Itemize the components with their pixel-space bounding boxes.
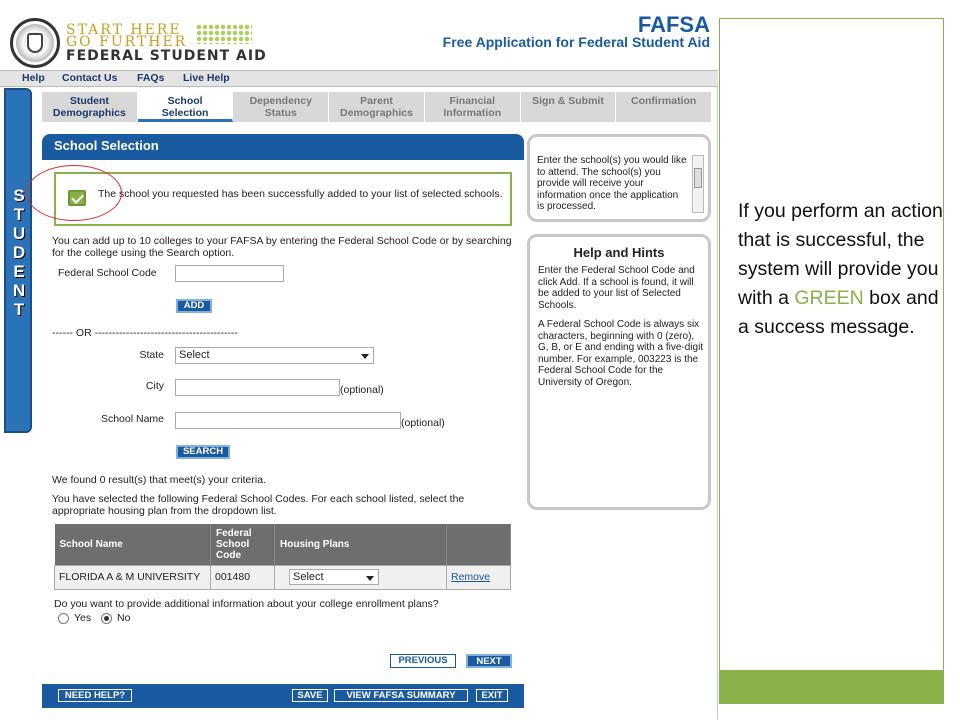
state-label: State xyxy=(139,349,164,361)
step-financial-information[interactable]: Financial Information xyxy=(425,92,521,122)
sidebar-letter: N xyxy=(12,281,26,300)
results-text: We found 0 result(s) that meet(s) your criteria. xyxy=(52,474,266,486)
panel-scrollbar[interactable] xyxy=(692,155,704,213)
step-parent-demographics[interactable]: Parent Demographics xyxy=(329,92,425,122)
view-summary-button[interactable]: VIEW FAFSA SUMMARY xyxy=(334,689,468,702)
next-button[interactable]: NEXT xyxy=(466,654,512,668)
help-link[interactable]: Help xyxy=(22,72,45,84)
help-hints-panel xyxy=(527,234,711,510)
column-header: Federal School Code xyxy=(211,524,275,565)
selected-schools-text: You have selected the following Federal School Codes. For each school listed, select the appropriate housing plan from the dropdown list. xyxy=(52,493,465,517)
federal-school-code-label: Federal School Code xyxy=(58,267,157,279)
header xyxy=(0,0,718,70)
section-title: School Selection xyxy=(42,134,524,160)
annotation-text: If you perform an action that is successful, the system will provide you with a GREEN box and a success message. xyxy=(738,200,943,338)
chevron-down-icon xyxy=(361,354,369,359)
housing-plan-cell xyxy=(275,565,447,589)
remove-link[interactable]: Remove xyxy=(451,571,491,583)
step-student-demographics[interactable]: Student Demographics xyxy=(42,92,138,122)
faqs-link[interactable]: FAQs xyxy=(137,72,165,84)
city-input[interactable] xyxy=(175,379,340,396)
step-sign-submit[interactable]: Sign & Submit xyxy=(521,92,617,122)
state-select[interactable]: Select xyxy=(175,347,374,364)
step-confirmation[interactable]: Confirmation xyxy=(616,92,712,122)
chevron-down-icon xyxy=(366,576,374,581)
logo-dots-icon xyxy=(196,24,252,44)
logo-line-3: FEDERAL STUDENT AID xyxy=(66,48,267,64)
yes-label: Yes xyxy=(74,612,92,624)
app-subtitle: Free Application for Federal Student Aid xyxy=(442,34,710,50)
step-dependency-status[interactable]: Dependency Status xyxy=(233,92,329,122)
instructions-text: You can add up to 10 colleges to your FAFSA by entering the Federal School Code or by searching for the college using the Search option. xyxy=(52,235,512,259)
sidebar-letter: U xyxy=(12,224,26,243)
housing-plan-select[interactable]: Select xyxy=(289,569,379,585)
help-hints-paragraph-2: A Federal School Code is always six characters, beginning with 0 (zero), G, B, or E and ending with a five-digit number. For example, 003223 is the Federal School Code for the University of Oregon. xyxy=(538,319,704,388)
column-header: Housing Plans xyxy=(275,524,447,565)
help-hints-paragraph-1: Enter the Federal School Code and click Add. If a school is found, it will be added to your list of Selected Schools. xyxy=(538,265,695,311)
action-cell xyxy=(447,565,511,589)
slide-annotation xyxy=(719,18,944,704)
app-title: FAFSA xyxy=(637,12,710,37)
exit-button[interactable]: EXIT xyxy=(476,689,508,702)
add-button[interactable]: ADD xyxy=(176,299,212,313)
no-radio[interactable] xyxy=(101,613,112,624)
annotation-accent-bar xyxy=(720,670,943,703)
footer-bar xyxy=(42,684,524,708)
sidebar-letter: T xyxy=(13,300,25,319)
school-name-input[interactable] xyxy=(175,412,401,429)
step-school-selection[interactable]: School Selection xyxy=(138,92,234,122)
department-seal-icon xyxy=(10,18,60,68)
school-name-optional: (optional) xyxy=(401,417,445,429)
sidebar-letter: D xyxy=(12,243,26,262)
help-hints-title: Help and Hints xyxy=(573,245,665,260)
annotation-green-word: GREEN xyxy=(794,287,864,309)
school-name-cell: FLORIDA A & M UNIVERSITY xyxy=(55,565,211,589)
school-info-text: Enter the school(s) you would like to attend. The school(s) you provide will receive your information once the application is processed. xyxy=(537,155,687,212)
logo-line-1: START HERE xyxy=(66,22,182,38)
progress-steps xyxy=(42,92,712,122)
section-sidebar xyxy=(4,88,32,433)
column-header xyxy=(447,524,511,565)
contact-us-link[interactable]: Contact Us xyxy=(62,72,118,84)
no-label: No xyxy=(117,612,131,624)
enrollment-question: Do you want to provide additional information about your college enrollment plans? xyxy=(54,598,439,610)
sidebar-letter: E xyxy=(13,262,25,281)
logo-line-2: GO FURTHER xyxy=(66,34,188,50)
school-info-panel xyxy=(527,134,711,222)
city-label: City xyxy=(145,380,164,392)
selected-schools-table xyxy=(54,524,511,590)
federal-school-code-input[interactable] xyxy=(175,265,284,282)
live-help-link[interactable]: Live Help xyxy=(183,72,230,84)
previous-button[interactable]: PREVIOUS xyxy=(390,654,456,668)
sidebar-letter: T xyxy=(13,205,25,224)
table-header-row xyxy=(55,524,511,565)
help-bar xyxy=(0,70,718,87)
highlight-circle xyxy=(26,165,122,221)
or-divider: ------ OR ----------------------------------------- xyxy=(52,327,238,339)
city-optional: (optional) xyxy=(340,384,384,396)
success-message-box xyxy=(54,172,512,226)
sidebar-letter: S xyxy=(13,186,25,205)
school-name-label: School Name xyxy=(100,413,164,425)
search-button[interactable]: SEARCH xyxy=(176,445,230,459)
yes-radio[interactable] xyxy=(58,613,69,624)
need-help-button[interactable]: NEED HELP? xyxy=(58,689,132,702)
school-code-cell: 001480 xyxy=(211,565,275,589)
save-button[interactable]: SAVE xyxy=(292,689,328,702)
success-message: The school you requested has been successfully added to your list of selected schools. xyxy=(98,188,503,200)
column-header: School Name xyxy=(55,524,211,565)
table-row xyxy=(55,565,511,589)
